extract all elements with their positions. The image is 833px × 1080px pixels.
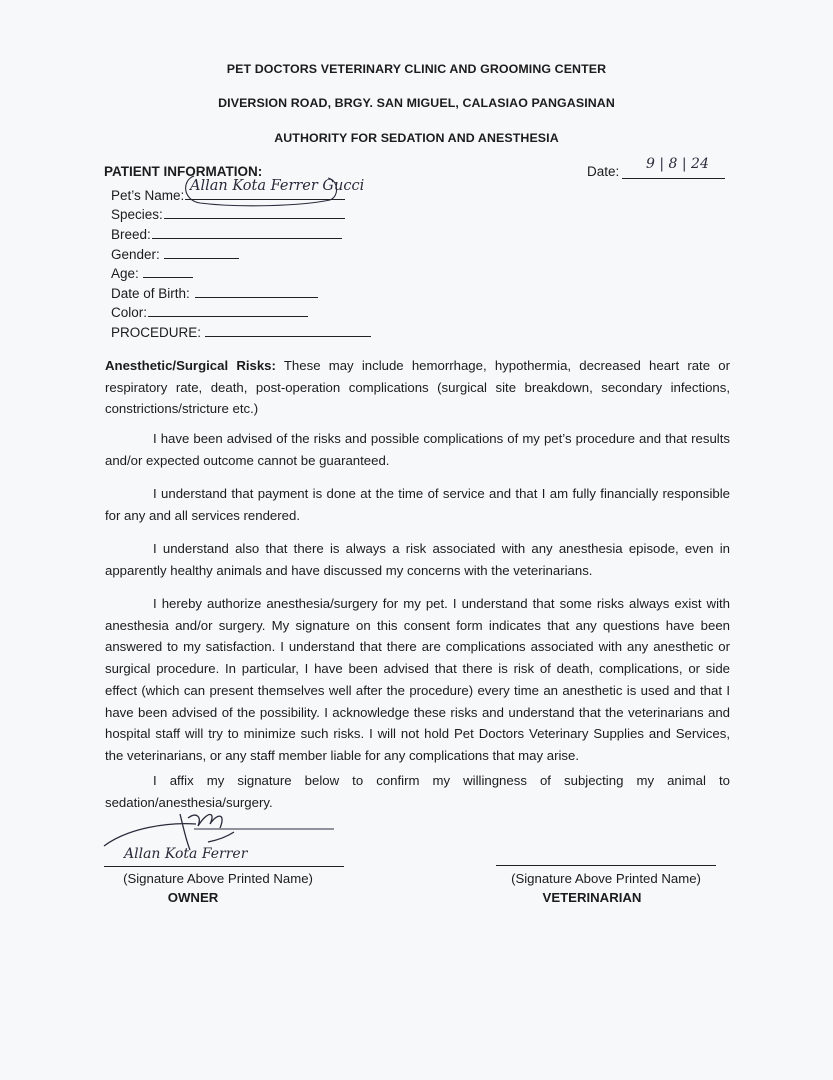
paragraph-authorize-text: I hereby authorize anesthesia/surgery for my pet. I understand that some risks always exist with anesthesia and/or surgery. My signature on this consent form indicates that any questions have been answered to my satisfaction. I understand that there are complications associated with any anesthetic or surgical procedure. In particular, I have been advised that there is risk of death, complications, or side effect (which can present themselves well after the procedure) every time an anesthetic is used and that I have been advised of the possibility. I acknowledge these risks and understand that the veterinarians and hospital staff will try to minimize such risks. I will not hold Pet Doctors Veterinary Supplies and Services, the veterinarians, or any staff member liable for any complications that may arise. (105, 596, 730, 763)
date-line[interactable] (622, 178, 725, 179)
procedure-label: PROCEDURE: (111, 325, 202, 340)
species-field[interactable] (111, 204, 345, 222)
paragraph-authorize (105, 593, 730, 767)
paragraph-advised (105, 428, 730, 471)
date-of-birth-label: Date of Birth: (111, 286, 190, 301)
form-title: AUTHORITY FOR SEDATION AND ANESTHESIA (274, 131, 559, 145)
risks-label: Anesthetic/Surgical Risks: (105, 358, 276, 373)
age-label: Age: (111, 266, 139, 281)
paragraph-risk-episode (105, 538, 730, 581)
paragraph-payment-text: I understand that payment is done at the time of service and that I am fully financially responsible for any and all services rendered. (105, 486, 730, 523)
owner-signature-line[interactable] (104, 866, 344, 867)
veterinarian-signature-caption: (Signature Above Printed Name) (511, 871, 701, 886)
date-value: 9 | 8 | 24 (646, 156, 709, 172)
age-field[interactable] (111, 263, 193, 281)
paragraph-risk-episode-text: I understand also that there is always a risk associated with any anesthesia episode, even in apparently healthy animals and have discussed my concerns with the veterinarians. (105, 541, 730, 578)
owner-signature-caption: (Signature Above Printed Name) (123, 871, 313, 886)
date-label: Date: (587, 164, 620, 179)
date-of-birth-field[interactable] (111, 283, 318, 301)
owner-printed-name: Allan Kota Ferrer (124, 846, 248, 862)
paragraph-advised-text: I have been advised of the risks and possible complications of my pet’s procedure and that results and/or expected outcome cannot be guaranteed. (105, 431, 730, 468)
clinic-name: PET DOCTORS VETERINARY CLINIC AND GROOMING CENTER (226, 62, 607, 76)
owner-role-label: OWNER (167, 890, 219, 905)
veterinarian-signature-line[interactable] (496, 865, 716, 866)
risks-paragraph (105, 355, 730, 420)
pet-name-value: Allan Kota Ferrer Gucci (190, 178, 365, 194)
breed-field[interactable] (111, 224, 342, 242)
species-label: Species: (111, 207, 163, 222)
gender-field[interactable] (111, 244, 239, 262)
paragraph-payment (105, 483, 730, 526)
pet-name-label: Pet’s Name: (111, 188, 185, 203)
gender-label: Gender: (111, 247, 160, 262)
patient-info-title: PATIENT INFORMATION: (104, 164, 263, 179)
clinic-address: DIVERSION ROAD, BRGY. SAN MIGUEL, CALASIAO PANGASINAN (218, 96, 615, 110)
risks-text: These may include hemorrhage, hypothermia, decreased heart rate or respiratory rate, death, post-operation complications (surgical site breakdown, secondary infections, constrictions/stricture etc.) (105, 358, 730, 417)
paragraph-affix-text: I affix my signature below to confirm my willingness of subjecting my animal to sedation/anesthesia/surgery. (105, 773, 730, 810)
procedure-field[interactable] (111, 322, 371, 340)
veterinarian-role-label: VETERINARIAN (542, 890, 642, 905)
breed-label: Breed: (111, 227, 151, 242)
color-label: Color: (111, 305, 148, 320)
color-field[interactable] (111, 302, 308, 320)
